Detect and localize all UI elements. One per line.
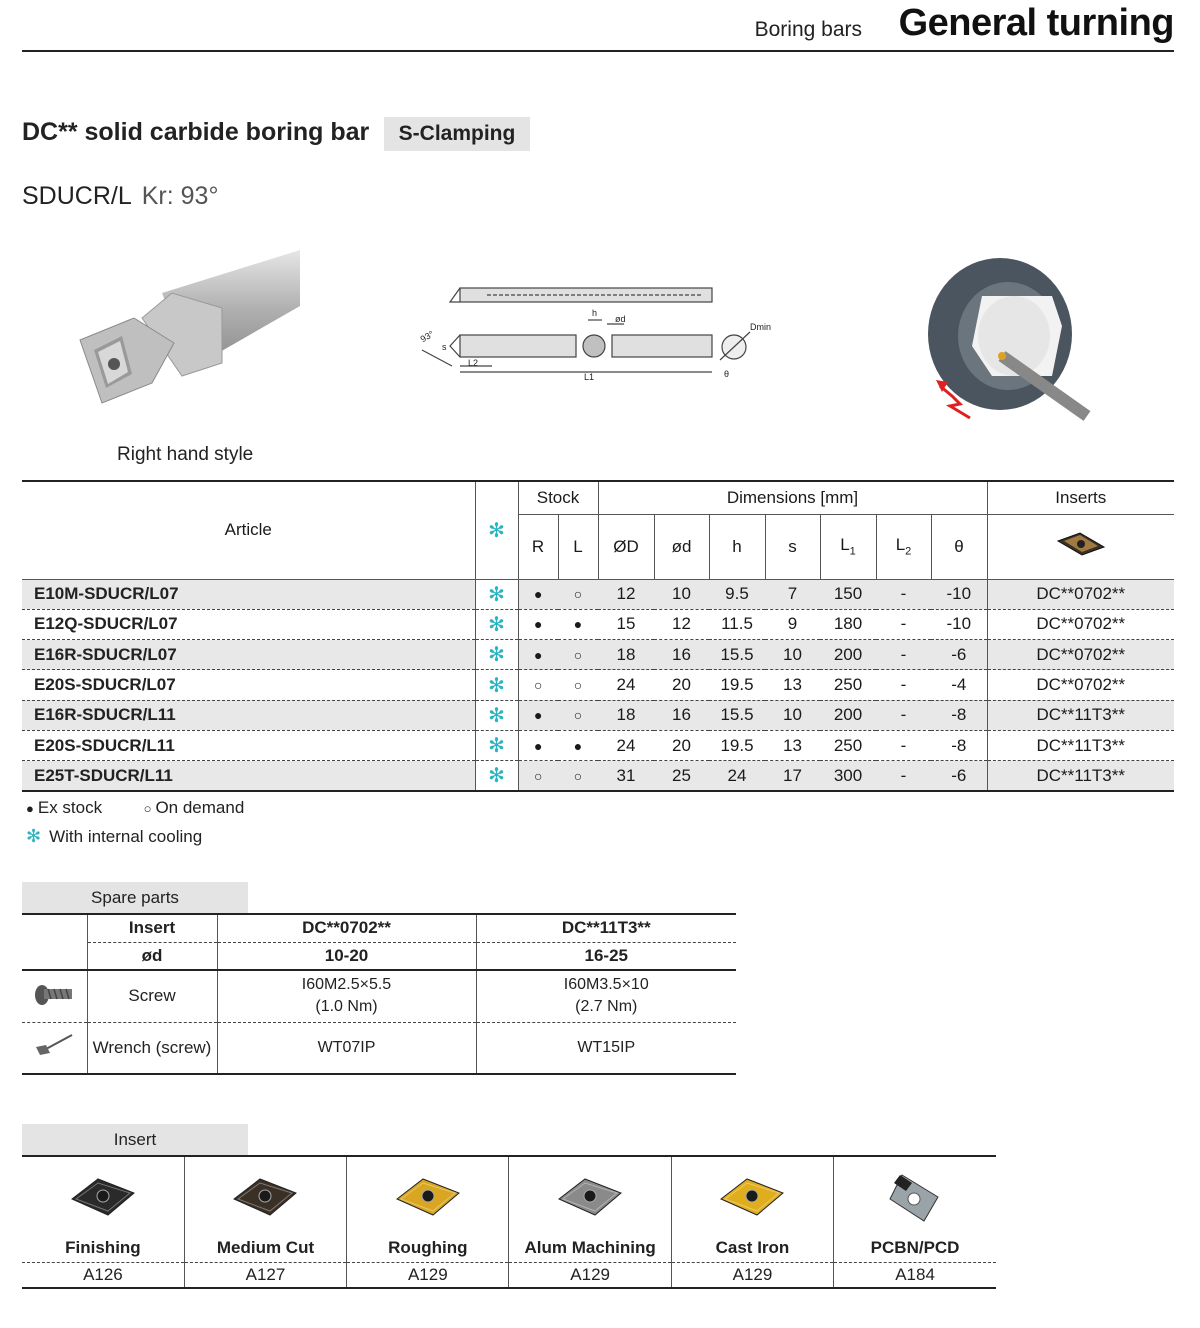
cell-theta: -4 xyxy=(931,670,987,700)
header-insert-icon xyxy=(987,514,1174,579)
cell-insert: DC**11T3** xyxy=(987,730,1174,760)
cooling-legend: ✻ With internal cooling xyxy=(26,826,203,846)
boring-bar-photo xyxy=(72,248,304,408)
cell-s: 13 xyxy=(765,670,820,700)
cell-oD: 18 xyxy=(598,640,654,670)
cell-L2: - xyxy=(876,761,931,791)
cell-od: 16 xyxy=(654,700,709,730)
cell-oD: 31 xyxy=(598,761,654,791)
insert-tab: Insert xyxy=(22,1124,248,1155)
cell-od: 20 xyxy=(654,670,709,700)
insert-name: Medium Cut xyxy=(216,1237,315,1257)
cell-od: 10 xyxy=(654,579,709,609)
insert-page-ref[interactable]: A129 xyxy=(347,1262,509,1288)
cell-L1: 150 xyxy=(820,579,876,609)
cell-insert: DC**0702** xyxy=(987,579,1174,609)
insert-page-ref[interactable]: A126 xyxy=(22,1262,184,1288)
page-title: General turning xyxy=(898,2,1174,44)
cell-r: ● xyxy=(518,609,558,639)
cell-r: ● xyxy=(518,640,558,670)
diagram-od: ød xyxy=(615,314,626,324)
header-r: R xyxy=(518,514,558,579)
header-article: Article xyxy=(22,481,475,579)
cooling-cell xyxy=(475,670,518,700)
article-code: E16R-SDUCR/L11 xyxy=(22,700,475,730)
cell-L2: - xyxy=(876,579,931,609)
cell-oD: 12 xyxy=(598,579,654,609)
cell-theta: -10 xyxy=(931,609,987,639)
cell-theta: -6 xyxy=(931,640,987,670)
cell-insert: DC**11T3** xyxy=(987,700,1174,730)
table-row xyxy=(22,579,1174,609)
clamping-badge: S-Clamping xyxy=(384,117,530,151)
insert-name: Cast Iron xyxy=(715,1237,790,1257)
insert-name: PCBN/PCD xyxy=(870,1237,960,1257)
diagram-theta: θ xyxy=(724,369,730,379)
cooling-cell xyxy=(475,700,518,730)
cooling-cell xyxy=(475,579,518,609)
product-subtitle xyxy=(22,182,218,211)
wrench-col1: WT07IP xyxy=(217,1022,476,1074)
header-oD: ØD xyxy=(598,514,654,579)
stock-legend: ● Ex stock ○ On demand xyxy=(26,798,245,817)
cell-L2: - xyxy=(876,730,931,760)
cell-od: 12 xyxy=(654,609,709,639)
cell-od: 16 xyxy=(654,640,709,670)
spare-insert-label: Insert xyxy=(87,914,217,942)
page-header xyxy=(22,0,1174,52)
table-row xyxy=(22,670,1174,700)
insert-name: Roughing xyxy=(388,1237,468,1257)
spare-od-col2: 16-25 xyxy=(476,942,736,970)
cell-l: ● xyxy=(558,730,598,760)
cooling-cell xyxy=(475,609,518,639)
cell-insert: DC**11T3** xyxy=(987,761,1174,791)
screw-icon xyxy=(22,970,87,1022)
cell-L1: 250 xyxy=(820,670,876,700)
insert-icon xyxy=(555,1169,625,1225)
cell-h: 11.5 xyxy=(709,609,765,639)
screw-col1: I60M2.5×5.5 (1.0 Nm) xyxy=(217,970,476,1022)
insert-card[interactable] xyxy=(509,1156,671,1262)
diagram-l2: L2 xyxy=(468,358,479,368)
cooling-cell xyxy=(475,730,518,760)
cell-h: 9.5 xyxy=(709,579,765,609)
cell-L1: 180 xyxy=(820,609,876,639)
cell-s: 17 xyxy=(765,761,820,791)
screw-col2: I60M3.5×10 (2.7 Nm) xyxy=(476,970,736,1022)
cell-r: ● xyxy=(518,730,558,760)
cell-theta: -8 xyxy=(931,700,987,730)
cell-insert: DC**0702** xyxy=(987,640,1174,670)
spare-insert-col1: DC**0702** xyxy=(217,914,476,942)
cell-h: 19.5 xyxy=(709,730,765,760)
cell-L2: - xyxy=(876,609,931,639)
spare-parts-tab: Spare parts xyxy=(22,882,248,913)
header-l: L xyxy=(558,514,598,579)
insert-name: Alum Machining xyxy=(524,1237,656,1257)
cell-r: ● xyxy=(518,579,558,609)
wrench-icon xyxy=(22,1022,87,1074)
insert-page-ref[interactable]: A127 xyxy=(184,1262,346,1288)
article-code: E25T-SDUCR/L11 xyxy=(22,761,475,791)
cell-h: 24 xyxy=(709,761,765,791)
insert-card[interactable] xyxy=(22,1156,184,1262)
cooling-icon: ✻ xyxy=(488,674,505,697)
spare-parts-table xyxy=(22,913,736,1075)
header-inserts: Inserts xyxy=(987,481,1174,514)
cell-l: ○ xyxy=(558,579,598,609)
cooling-icon: ✻ xyxy=(488,613,505,636)
product-title: DC** solid carbide boring bar xyxy=(22,118,370,146)
cell-s: 7 xyxy=(765,579,820,609)
cell-L2: - xyxy=(876,700,931,730)
screw-label: Screw xyxy=(87,970,217,1022)
cell-oD: 24 xyxy=(598,670,654,700)
insert-icon xyxy=(880,1169,950,1225)
insert-page-ref[interactable]: A129 xyxy=(671,1262,833,1288)
spare-od-col1: 10-20 xyxy=(217,942,476,970)
cell-theta: -8 xyxy=(931,730,987,760)
cell-insert: DC**0702** xyxy=(987,670,1174,700)
insert-card[interactable] xyxy=(347,1156,509,1262)
cooling-icon: ✻ xyxy=(488,519,505,542)
insert-table xyxy=(22,1155,996,1289)
insert-icon xyxy=(68,1169,138,1225)
diagram-s: s xyxy=(442,342,447,352)
table-row xyxy=(22,700,1174,730)
cell-h: 19.5 xyxy=(709,670,765,700)
header-stock: Stock xyxy=(518,481,598,514)
article-code: E20S-SDUCR/L11 xyxy=(22,730,475,760)
spare-od-label: ød xyxy=(87,942,217,970)
cell-l: ○ xyxy=(558,640,598,670)
cell-L1: 250 xyxy=(820,730,876,760)
cell-theta: -10 xyxy=(931,579,987,609)
cell-l: ○ xyxy=(558,670,598,700)
cell-r: ○ xyxy=(518,670,558,700)
insert-card[interactable] xyxy=(184,1156,346,1262)
image-caption: Right hand style xyxy=(117,444,254,465)
cell-L2: - xyxy=(876,640,931,670)
cell-insert: DC**0702** xyxy=(987,609,1174,639)
cell-theta: -6 xyxy=(931,761,987,791)
product-code: SDUCR/L xyxy=(22,182,132,210)
diagram-dmin: Dmin xyxy=(750,322,772,332)
header-L2: $L_2$ xyxy=(876,514,931,579)
diagram-l1: L1 xyxy=(584,372,595,382)
wrench-col2: WT15IP xyxy=(476,1022,736,1074)
cooling-icon: ✻ xyxy=(488,704,505,727)
article-code: E16R-SDUCR/L07 xyxy=(22,640,475,670)
table-row xyxy=(22,761,1174,791)
insert-name: Finishing xyxy=(65,1237,141,1257)
insert-icon xyxy=(230,1169,300,1225)
cell-l: ○ xyxy=(558,761,598,791)
table-row xyxy=(22,640,1174,670)
cell-s: 10 xyxy=(765,640,820,670)
cooling-icon: ✻ xyxy=(488,765,505,788)
cooling-icon: ✻ xyxy=(488,583,505,606)
header-theta: θ xyxy=(931,514,987,579)
cell-s: 9 xyxy=(765,609,820,639)
cell-oD: 24 xyxy=(598,730,654,760)
cell-h: 15.5 xyxy=(709,640,765,670)
spare-insert-col2: DC**11T3** xyxy=(476,914,736,942)
article-code: E20S-SDUCR/L07 xyxy=(22,670,475,700)
header-dimensions: Dimensions [mm] xyxy=(598,481,987,514)
cell-s: 13 xyxy=(765,730,820,760)
cooling-cell xyxy=(475,640,518,670)
header-s: s xyxy=(765,514,820,579)
cell-r: ● xyxy=(518,700,558,730)
insert-card[interactable] xyxy=(834,1156,996,1262)
cooling-icon: ✻ xyxy=(488,735,505,758)
cell-l: ● xyxy=(558,609,598,639)
header-cooling xyxy=(475,481,518,579)
cell-oD: 15 xyxy=(598,609,654,639)
wrench-label: Wrench (screw) xyxy=(87,1022,217,1074)
cell-l: ○ xyxy=(558,700,598,730)
article-code: E12Q-SDUCR/L07 xyxy=(22,609,475,639)
insert-page-ref[interactable]: A129 xyxy=(509,1262,671,1288)
table-row xyxy=(22,730,1174,760)
article-table xyxy=(22,480,1174,792)
header-od: ød xyxy=(654,514,709,579)
table-row xyxy=(22,609,1174,639)
article-code: E10M-SDUCR/L07 xyxy=(22,579,475,609)
dimension-diagram xyxy=(412,280,782,392)
cell-L2: - xyxy=(876,670,931,700)
cooling-icon: ✻ xyxy=(26,826,42,846)
insert-icon xyxy=(717,1169,787,1225)
insert-page-ref[interactable]: A184 xyxy=(834,1262,996,1288)
insert-card[interactable] xyxy=(671,1156,833,1262)
cell-h: 15.5 xyxy=(709,700,765,730)
diagram-angle: 93° xyxy=(418,328,436,345)
insert-icon xyxy=(1056,531,1106,557)
cell-oD: 18 xyxy=(598,700,654,730)
cell-r: ○ xyxy=(518,761,558,791)
cell-L1: 200 xyxy=(820,640,876,670)
cell-L1: 300 xyxy=(820,761,876,791)
cooling-icon: ✻ xyxy=(488,644,505,667)
kr-angle: Kr: 93° xyxy=(141,182,219,210)
cooling-cell xyxy=(475,761,518,791)
cell-L1: 200 xyxy=(820,700,876,730)
cell-od: 20 xyxy=(654,730,709,760)
cell-od: 25 xyxy=(654,761,709,791)
diagram-h: h xyxy=(592,308,598,318)
machining-illustration xyxy=(922,256,1094,422)
header-h: h xyxy=(709,514,765,579)
cell-s: 10 xyxy=(765,700,820,730)
insert-icon xyxy=(393,1169,463,1225)
header-L1: $L_1$ xyxy=(820,514,876,579)
section-label: Boring bars xyxy=(754,18,862,41)
